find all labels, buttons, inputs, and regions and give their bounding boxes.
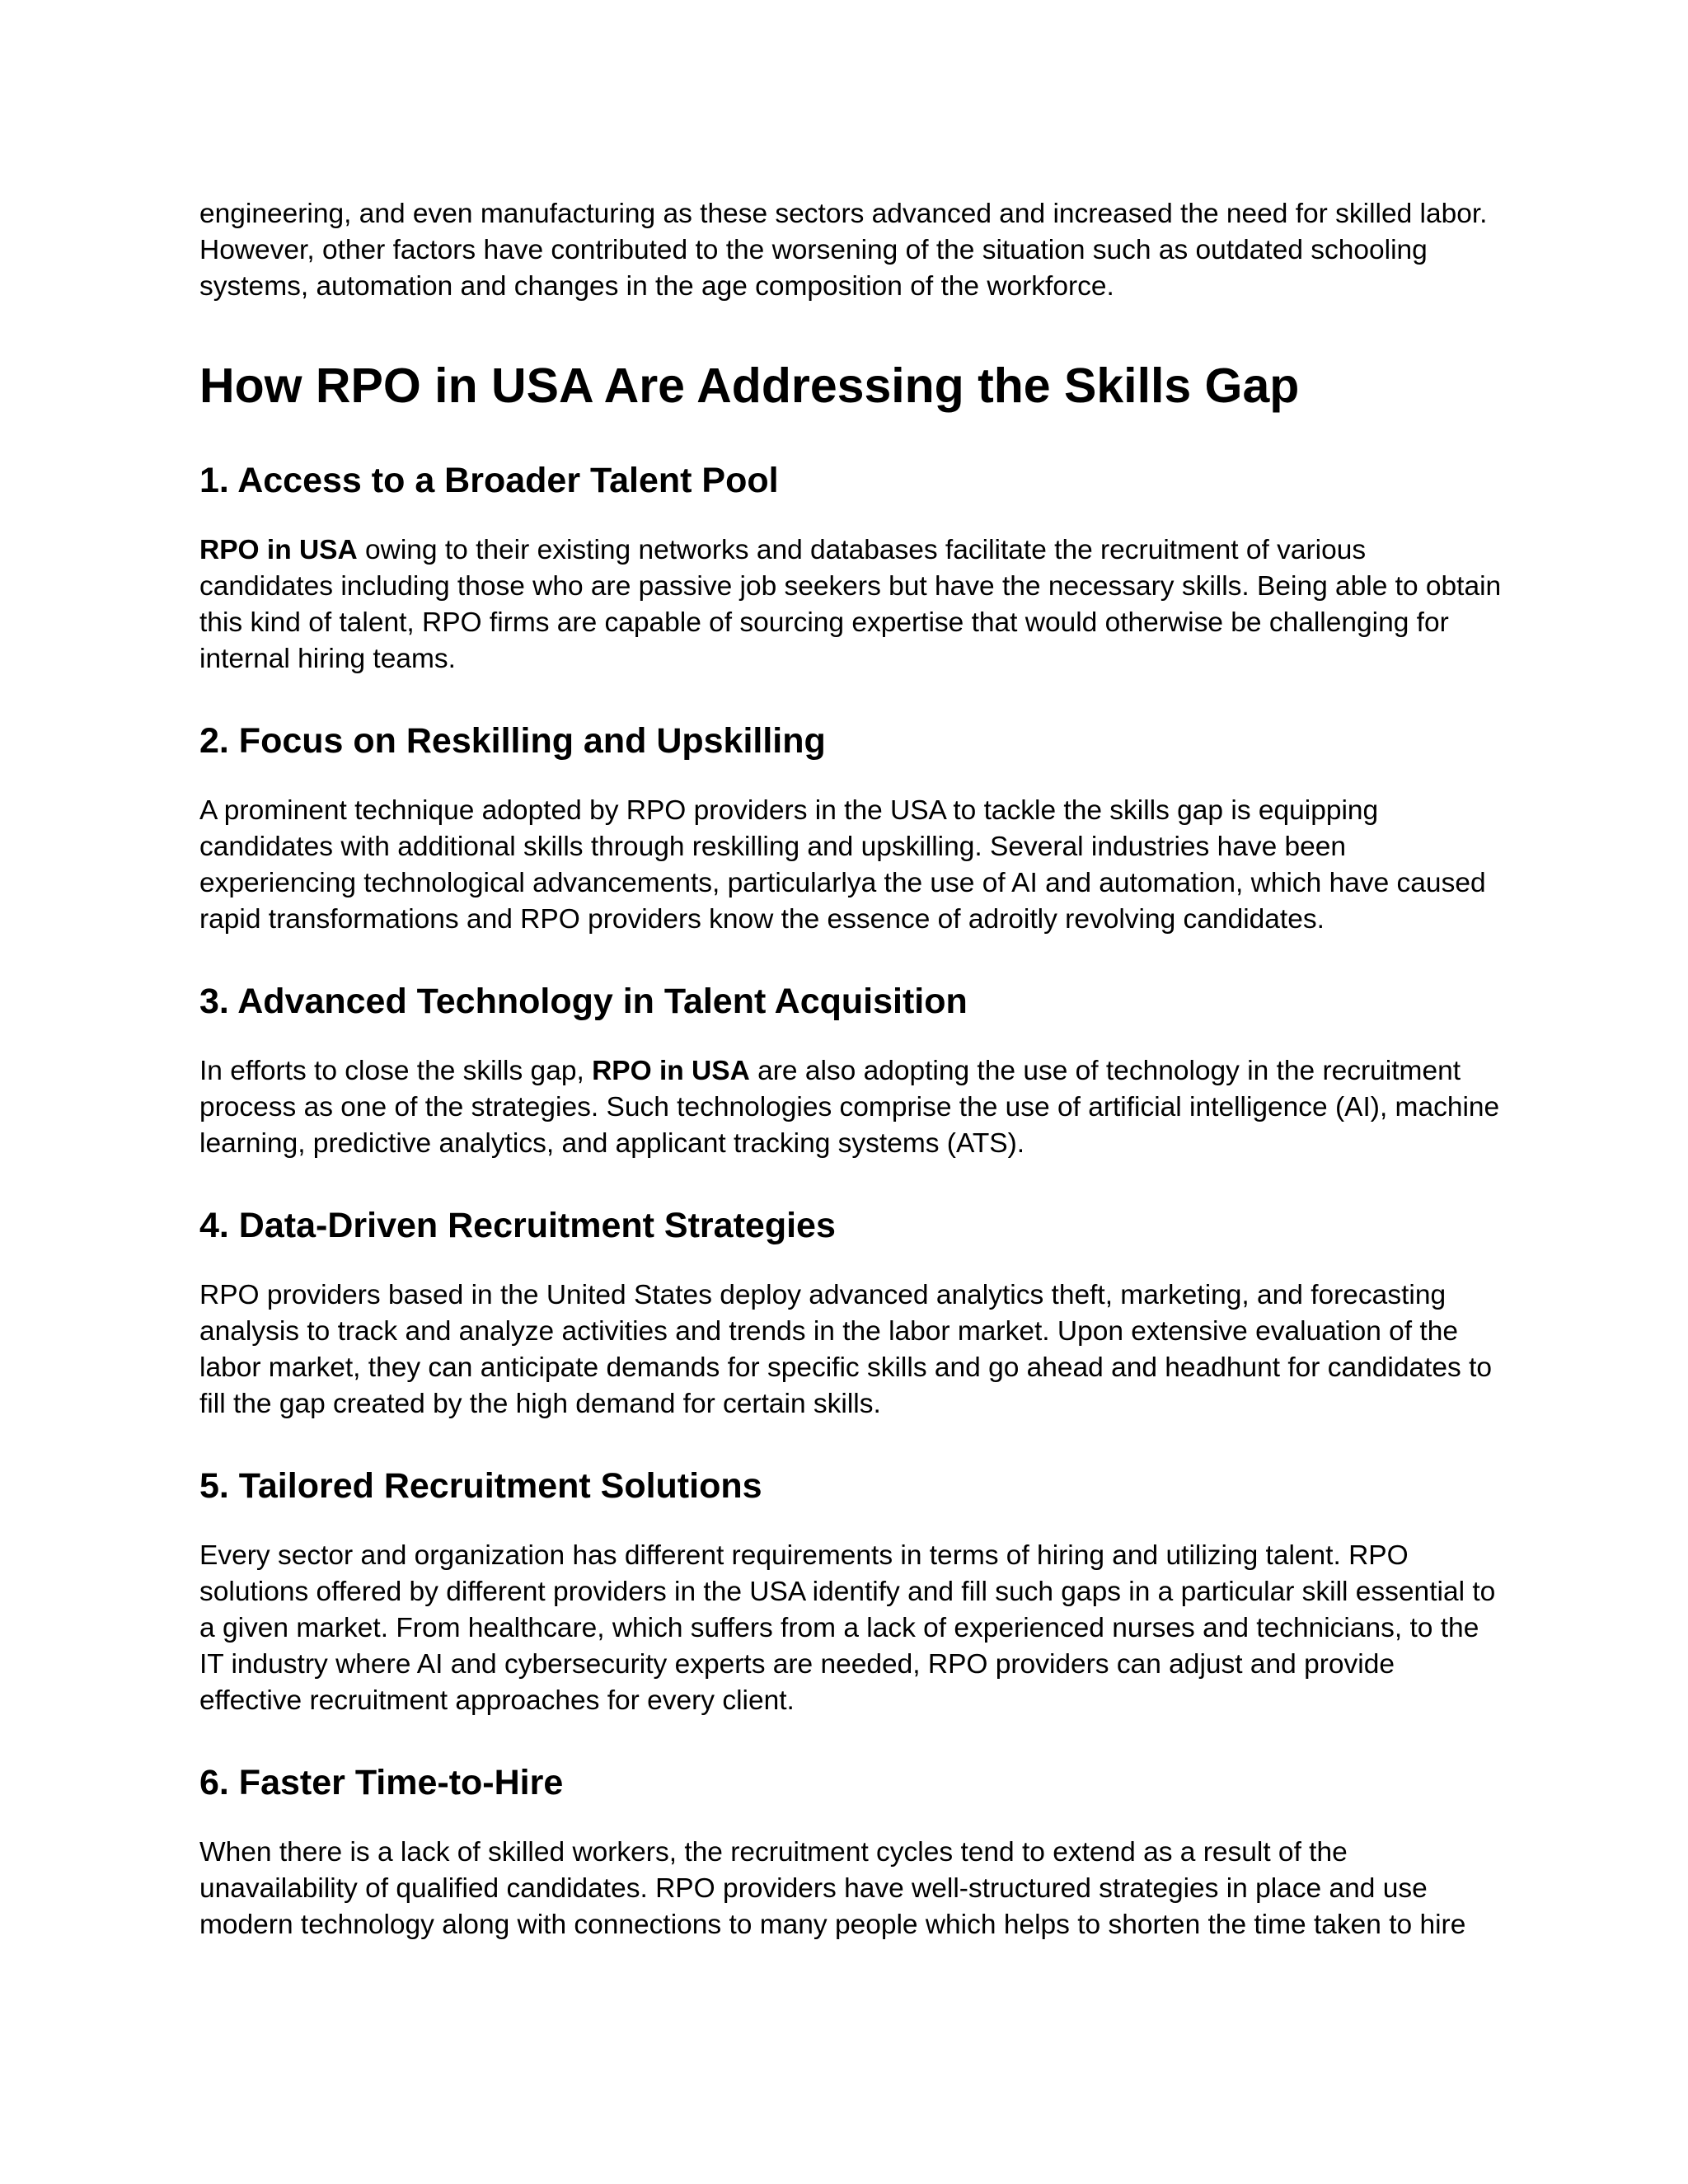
document-page [199,196,1502,1943]
section-2-paragraph: A prominent technique adopted by RPO providers in the USA to tackle the skills gap is equipping candidates with additional skills through reskilling and upskilling. Several industries have been experiencing technological advancements, particularlya the use of AI and automation, which have caused rapid transformations and RPO providers know the essence of adroitly revolving candidates. [199,795,1486,935]
intro-paragraph: engineering, and even manufacturing as these sectors advanced and increased the need for skilled labor. However, other factors have contributed to the worsening of the situation such as outdated schooling systems, automation and changes in the age composition of the workforce. [199,199,1488,302]
main-heading: How RPO in USA Are Addressing the Skills Gap [199,359,1300,413]
section-5-heading: 5. Tailored Recruitment Solutions [199,1466,762,1506]
section-3-text-before: In efforts to close the skills gap, [199,1056,593,1086]
section-3-paragraph [199,1053,1502,1162]
section-1-text: owing to their existing networks and databases facilitate the recruitment of various candidates including those who are passive job seekers but have the necessary skills. Being able to obtain this kind of talent, RPO firms are capable of sourcing expertise that would otherwise be challenging for internal hiring teams. [199,535,1502,674]
section-2-heading: 2. Focus on Reskilling and Upskilling [199,721,826,761]
section-1-paragraph [199,532,1502,677]
section-5-paragraph: Every sector and organization has different requirements in terms of hiring and utilizing talent. RPO solutions offered by different providers in the USA identify and fill such gaps in a particular skill essential to a given market. From healthcare, which suffers from a lack of experienced nurses and technicians, to the IT industry where AI and cybersecurity experts are needed, RPO providers can adjust and provide effective recruitment approaches for every client. [199,1540,1496,1716]
section-3-heading: 3. Advanced Technology in Talent Acquisition [199,982,968,1021]
section-3-text-after: are also adopting the use of technology in the recruitment process as one of the strategies. Such technologies comprise the use of artificial intelligence (AI), machine learning, predictive analytics, and applicant tracking systems (ATS). [199,1056,1500,1159]
section-4-heading: 4. Data-Driven Recruitment Strategies [199,1206,836,1245]
section-6-heading: 6. Faster Time-to-Hire [199,1763,564,1802]
section-1-heading: 1. Access to a Broader Talent Pool [199,461,779,500]
section-4-paragraph: RPO providers based in the United States deploy advanced analytics theft, marketing, and forecasting analysis to track and analyze activities and trends in the labor market. Upon extensive evaluation of the labor market, they can anticipate demands for specific skills and go ahead and headhunt for candidates to fill the gap created by the high demand for certain skills. [199,1280,1493,1419]
section-3-bold-mid: RPO in USA [592,1056,750,1086]
section-1-bold-lead: RPO in USA [199,535,358,565]
section-6-paragraph: When there is a lack of skilled workers, the recruitment cycles tend to extend as a result of the unavailability of qualified candidates. RPO providers have well-structured strategies in place and use modern technology along with connections to many people which helps to shorten the time taken to hire [199,1837,1466,1940]
